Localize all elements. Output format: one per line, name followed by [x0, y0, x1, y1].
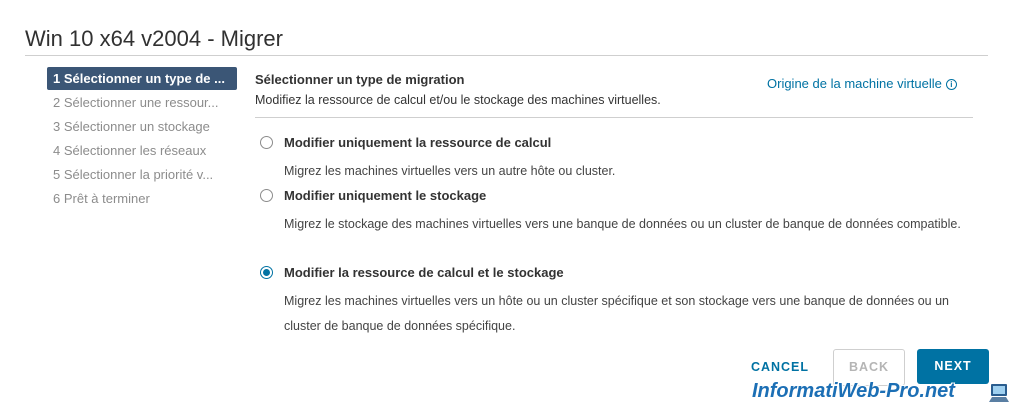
- section-description: Modifiez la ressource de calcul et/ou le stockage des machines virtuelles.: [255, 93, 661, 107]
- title-divider: [25, 55, 988, 56]
- watermark-logo-icon: [988, 382, 1010, 404]
- cancel-button[interactable]: CANCEL: [750, 360, 810, 374]
- wizard-steps: [47, 67, 237, 211]
- option-compute-only-label[interactable]: Modifier uniquement la ressource de calcul: [284, 135, 552, 150]
- step-select-resource[interactable]: 2 Sélectionner une ressour...: [53, 95, 219, 110]
- vm-origin-link[interactable]: [767, 76, 957, 91]
- step-content: [255, 72, 975, 333]
- step-select-networks[interactable]: 4 Sélectionner les réseaux: [53, 143, 207, 158]
- watermark: InformatiWeb-Pro.net: [752, 380, 955, 402]
- option-storage-only-label[interactable]: Modifier uniquement le stockage: [284, 188, 487, 203]
- option-compute-and-storage-description: Migrez les machines virtuelles vers un hôte ou un cluster spécifique et son stockage vers une banque de données ou un cluster de banque de données spécifique.: [284, 294, 949, 333]
- option-compute-only-description: Migrez les machines virtuelles vers un autre hôte ou cluster.: [284, 164, 616, 178]
- step-select-priority[interactable]: 5 Sélectionner la priorité v...: [53, 167, 214, 182]
- step-select-storage[interactable]: 3 Sélectionner un stockage: [53, 119, 210, 134]
- back-button[interactable]: BACK: [833, 349, 905, 386]
- step-select-type[interactable]: 1 Sélectionner un type de ...: [47, 67, 237, 90]
- content-divider: [255, 117, 973, 118]
- step-ready-to-complete[interactable]: 6 Prêt à terminer: [53, 191, 150, 206]
- radio-storage-only[interactable]: [260, 189, 273, 202]
- section-heading: Sélectionner un type de migration: [255, 72, 465, 87]
- option-compute-and-storage-label[interactable]: Modifier la ressource de calcul et le stockage: [284, 265, 564, 280]
- vm-origin-link-label[interactable]: Origine de la machine virtuelle: [767, 76, 942, 91]
- radio-compute-only[interactable]: [260, 136, 273, 149]
- option-storage-only-description: Migrez le stockage des machines virtuelles vers une banque de données ou un cluster de banque de données compatible.: [284, 217, 961, 231]
- dialog-title: Win 10 x64 v2004 - Migrer: [25, 26, 283, 51]
- next-button[interactable]: NEXT: [917, 349, 989, 384]
- radio-compute-and-storage[interactable]: [260, 266, 273, 279]
- info-icon[interactable]: i: [946, 79, 957, 90]
